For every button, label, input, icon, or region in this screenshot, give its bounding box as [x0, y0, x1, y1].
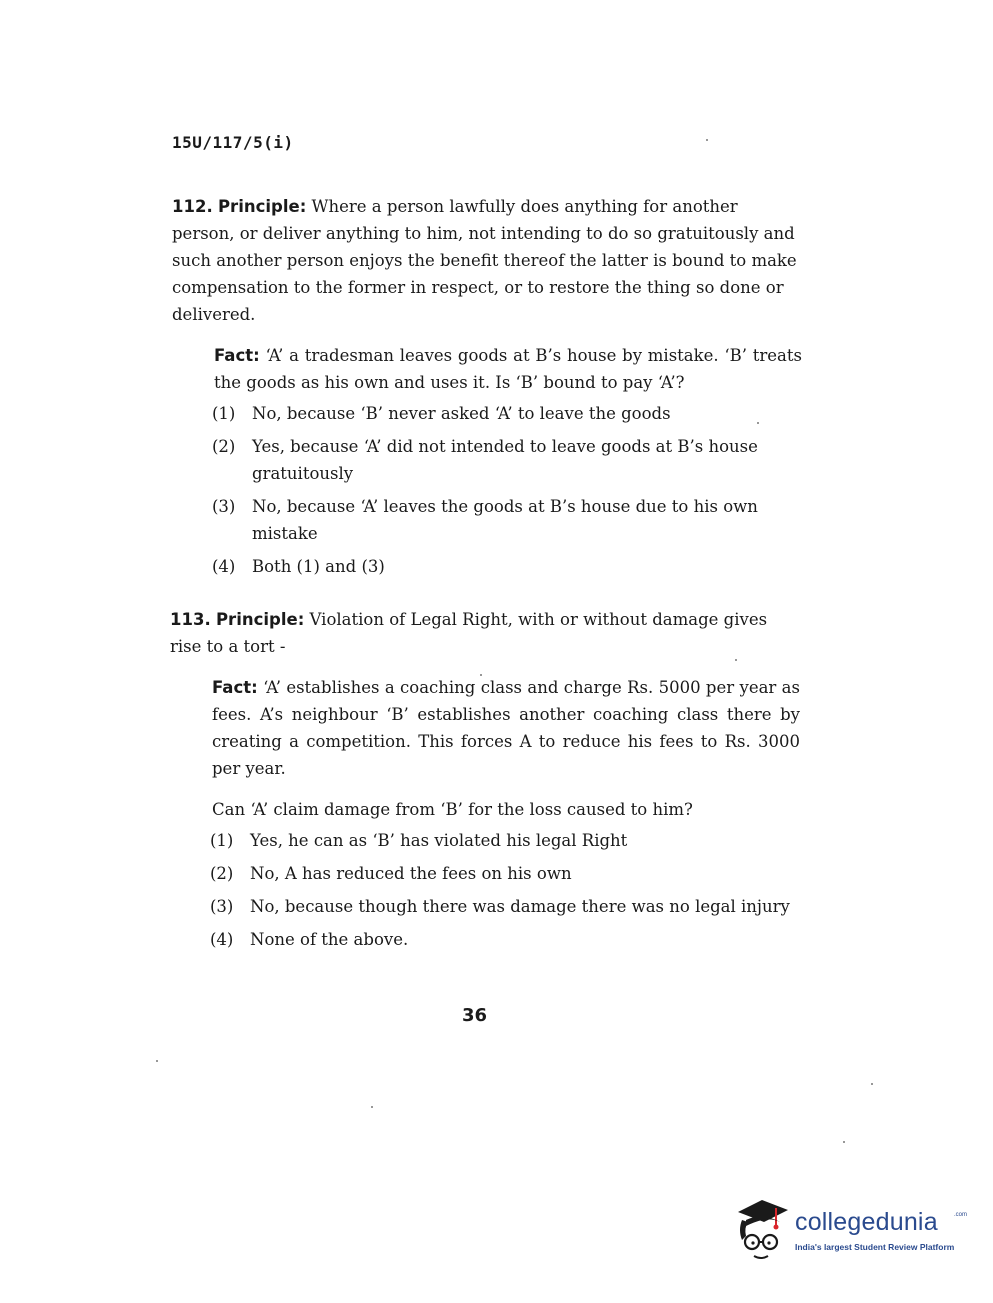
- option-text: No, because ‘A’ leaves the goods at B’s house due to his own mistake: [252, 497, 758, 543]
- option-3: [212, 493, 802, 547]
- question-number: 113.: [170, 610, 211, 629]
- fact-label: Fact:: [214, 346, 260, 365]
- paper-code: 15U/117/5(i): [172, 133, 294, 152]
- question-113: [170, 606, 800, 959]
- option-text: No, A has reduced the fees on his own: [250, 864, 572, 883]
- question-number: 112.: [172, 197, 213, 216]
- option-number: (4): [210, 930, 234, 949]
- logo-tagline: India's largest Student Review Platform: [795, 1242, 955, 1252]
- question-prompt: Can ‘A’ claim damage from ‘B’ for the loss caused to him?: [212, 800, 693, 819]
- option-text: Yes, because ‘A’ did not intended to leave goods at B’s house gratuitously: [252, 437, 758, 483]
- scan-speck: [371, 1106, 373, 1108]
- option-number: (4): [212, 557, 236, 576]
- option-list: [212, 400, 802, 580]
- option-list: [210, 827, 800, 953]
- scan-speck: [480, 674, 482, 676]
- collegedunia-logo: [732, 1196, 968, 1266]
- option-text: No, because ‘B’ never asked ‘A’ to leave the goods: [252, 404, 671, 423]
- option-2: [212, 433, 802, 487]
- scan-speck: [735, 659, 737, 661]
- principle-label: Principle:: [215, 610, 305, 629]
- option-2: [210, 860, 800, 887]
- logo-wordmark: collegedunia: [795, 1208, 938, 1236]
- option-1: [210, 827, 800, 854]
- principle-text: Violation of Legal Right, with or without damage gives rise to a tort -: [170, 610, 768, 656]
- option-number: (1): [212, 404, 236, 423]
- scan-speck: [871, 1083, 873, 1085]
- question-principle: [172, 193, 802, 328]
- option-text: None of the above.: [250, 930, 409, 949]
- option-number: (2): [212, 437, 236, 456]
- scan-speck: [706, 139, 708, 141]
- option-text: No, because though there was damage there was no legal injury: [250, 897, 790, 916]
- question-principle: [170, 606, 800, 660]
- option-1: [212, 400, 802, 427]
- option-number: (2): [210, 864, 234, 883]
- option-number: (1): [210, 831, 234, 850]
- scan-speck: [757, 422, 759, 424]
- option-text: Yes, he can as ‘B’ has violated his legal Right: [250, 831, 628, 850]
- fact-text: ‘A’ establishes a coaching class and charge Rs. 5000 per year as fees. A’s neighbour ‘B’ establishes another coaching class there by creating a competition. This forces A to reduce his fees to Rs. 3000 per year.: [212, 678, 800, 778]
- option-3: [210, 893, 800, 920]
- principle-text: Where a person lawfully does anything for another person, or deliver anything to him, not intending to do so gratuitously and such another person enjoys the benefit thereof the latter is bound to make compensation to the former in respect, or to restore the thing so done or delivered.: [172, 197, 797, 324]
- scan-speck: [156, 1060, 158, 1062]
- question-112: [172, 193, 802, 586]
- option-number: (3): [212, 497, 236, 516]
- mascot-icon: [732, 1196, 794, 1266]
- fact-text: ‘A’ a tradesman leaves goods at B’s house by mistake. ‘B’ treats the goods as his own and uses it. Is ‘B’ bound to pay ‘A’?: [214, 346, 802, 392]
- fact-label: Fact:: [212, 678, 258, 697]
- question-fact: [212, 674, 800, 782]
- option-text: Both (1) and (3): [252, 557, 385, 576]
- option-4: [212, 553, 802, 580]
- logo-domain: .com: [954, 1212, 968, 1218]
- page-number: 36: [462, 1005, 488, 1026]
- option-number: (3): [210, 897, 234, 916]
- principle-label: Principle:: [217, 197, 307, 216]
- option-4: [210, 926, 800, 953]
- scan-speck: [843, 1141, 845, 1143]
- question-fact: [214, 342, 802, 396]
